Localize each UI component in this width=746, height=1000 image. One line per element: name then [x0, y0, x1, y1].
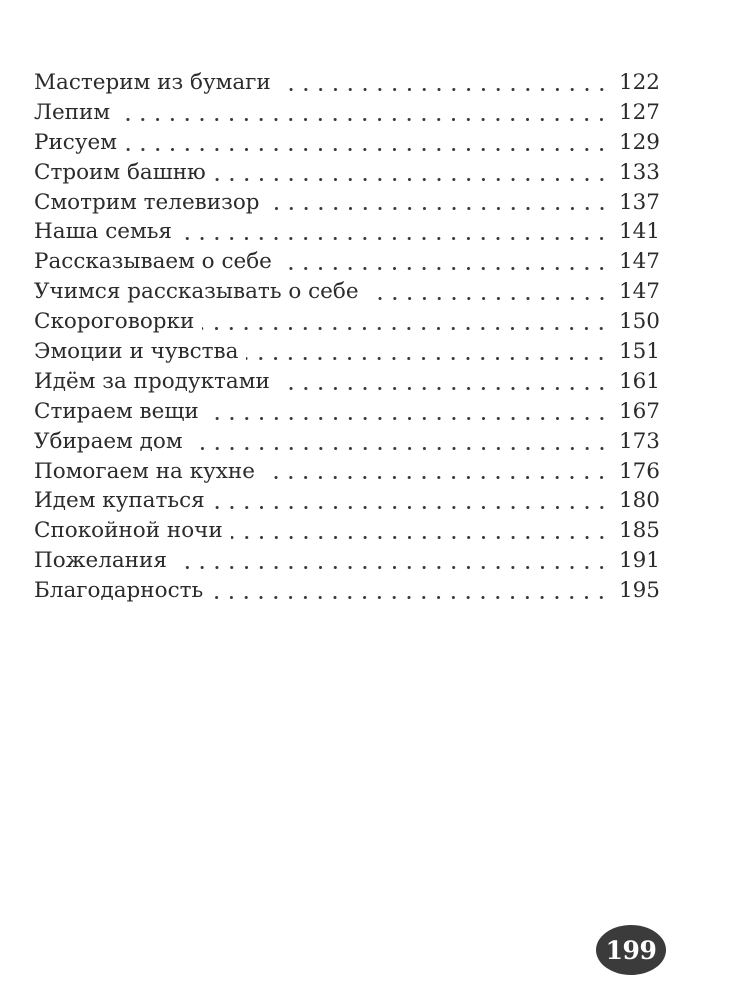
toc-entry-page: 137	[618, 189, 660, 215]
dot-leader	[280, 267, 609, 270]
dot-leader	[214, 178, 609, 181]
toc-entry[interactable]	[34, 247, 660, 277]
toc-entry-page: 147	[618, 249, 660, 275]
toc-entry-title: Спокойной ночи	[34, 518, 223, 544]
toc-entry-page: 167	[618, 398, 660, 424]
toc-entry-page: 147	[618, 279, 660, 305]
toc-entry-title: Скороговорки	[34, 309, 195, 335]
dot-leader	[180, 237, 609, 240]
toc-entry-title: Рисуем	[34, 129, 117, 155]
toc-entry[interactable]	[34, 367, 660, 397]
toc-entry-title: Благодарность	[34, 578, 204, 604]
toc-entry-page: 173	[618, 428, 660, 454]
toc-entry-page: 180	[618, 488, 660, 514]
dot-leader	[263, 476, 609, 479]
toc-entry-title: Идём за продуктами	[34, 368, 270, 394]
dot-leader	[191, 447, 609, 450]
toc-entry-page: 122	[618, 70, 660, 95]
toc-entry-page: 150	[618, 309, 660, 335]
table-of-contents	[34, 68, 660, 606]
toc-entry[interactable]	[34, 546, 660, 576]
toc-entry[interactable]	[34, 457, 660, 487]
dot-leader	[231, 536, 609, 539]
toc-entry-page: 133	[618, 159, 660, 185]
toc-entry-page: 185	[618, 518, 660, 544]
dot-leader	[202, 327, 609, 330]
dot-leader	[278, 387, 609, 390]
toc-entry-title: Лепим	[34, 99, 111, 125]
dot-leader	[268, 207, 609, 210]
dot-leader	[211, 596, 609, 599]
toc-entry-title: Наша семья	[34, 219, 172, 245]
toc-entry[interactable]	[34, 158, 660, 188]
toc-entry[interactable]	[34, 486, 660, 516]
toc-entry[interactable]	[34, 188, 660, 218]
toc-entry-page: 191	[618, 548, 660, 574]
toc-entry[interactable]	[34, 277, 660, 307]
toc-entry[interactable]	[34, 307, 660, 337]
page-number-badge	[596, 925, 666, 975]
toc-entry-title: Стираем вещи	[34, 398, 199, 424]
dot-leader	[118, 118, 609, 121]
toc-entry-title: Идем купаться	[34, 488, 205, 514]
page-number: 199	[605, 935, 657, 965]
toc-entry[interactable]	[34, 397, 660, 427]
toc-entry[interactable]	[34, 98, 660, 128]
toc-entry[interactable]	[34, 516, 660, 546]
toc-entry[interactable]	[34, 128, 660, 158]
toc-entry-page: 129	[618, 129, 660, 155]
dot-leader	[213, 506, 609, 509]
toc-entry-title: Убираем дом	[34, 428, 183, 454]
toc-entry[interactable]	[34, 337, 660, 367]
toc-entry-title: Помогаем на кухне	[34, 458, 255, 484]
toc-entry-page: 176	[618, 458, 660, 484]
toc-entry-page: 151	[618, 339, 660, 365]
dot-leader	[279, 88, 609, 91]
toc-entry-title: Учимся рассказывать о себе	[34, 279, 359, 305]
toc-entry[interactable]	[34, 576, 660, 606]
toc-entry-title: Рассказываем о себе	[34, 249, 272, 275]
dot-leader	[207, 417, 609, 420]
toc-entry-title: Эмоции и чувства	[34, 339, 239, 365]
dot-leader	[367, 297, 609, 300]
dot-leader	[175, 566, 609, 569]
toc-entry-page: 127	[618, 99, 660, 125]
toc-entry-page: 161	[618, 368, 660, 394]
toc-entry[interactable]	[34, 427, 660, 457]
dot-leader	[246, 357, 609, 360]
toc-entry[interactable]	[34, 217, 660, 247]
toc-entry[interactable]	[34, 68, 660, 98]
toc-entry-page: 141	[618, 219, 660, 245]
toc-entry-title: Строим башню	[34, 159, 206, 185]
toc-entry-title: Пожелания	[34, 548, 167, 574]
toc-entry-title: Смотрим телевизор	[34, 189, 260, 215]
dot-leader	[125, 148, 609, 151]
toc-entry-title: Мастерим из бумаги	[34, 70, 271, 95]
toc-entry-page: 195	[618, 578, 660, 604]
